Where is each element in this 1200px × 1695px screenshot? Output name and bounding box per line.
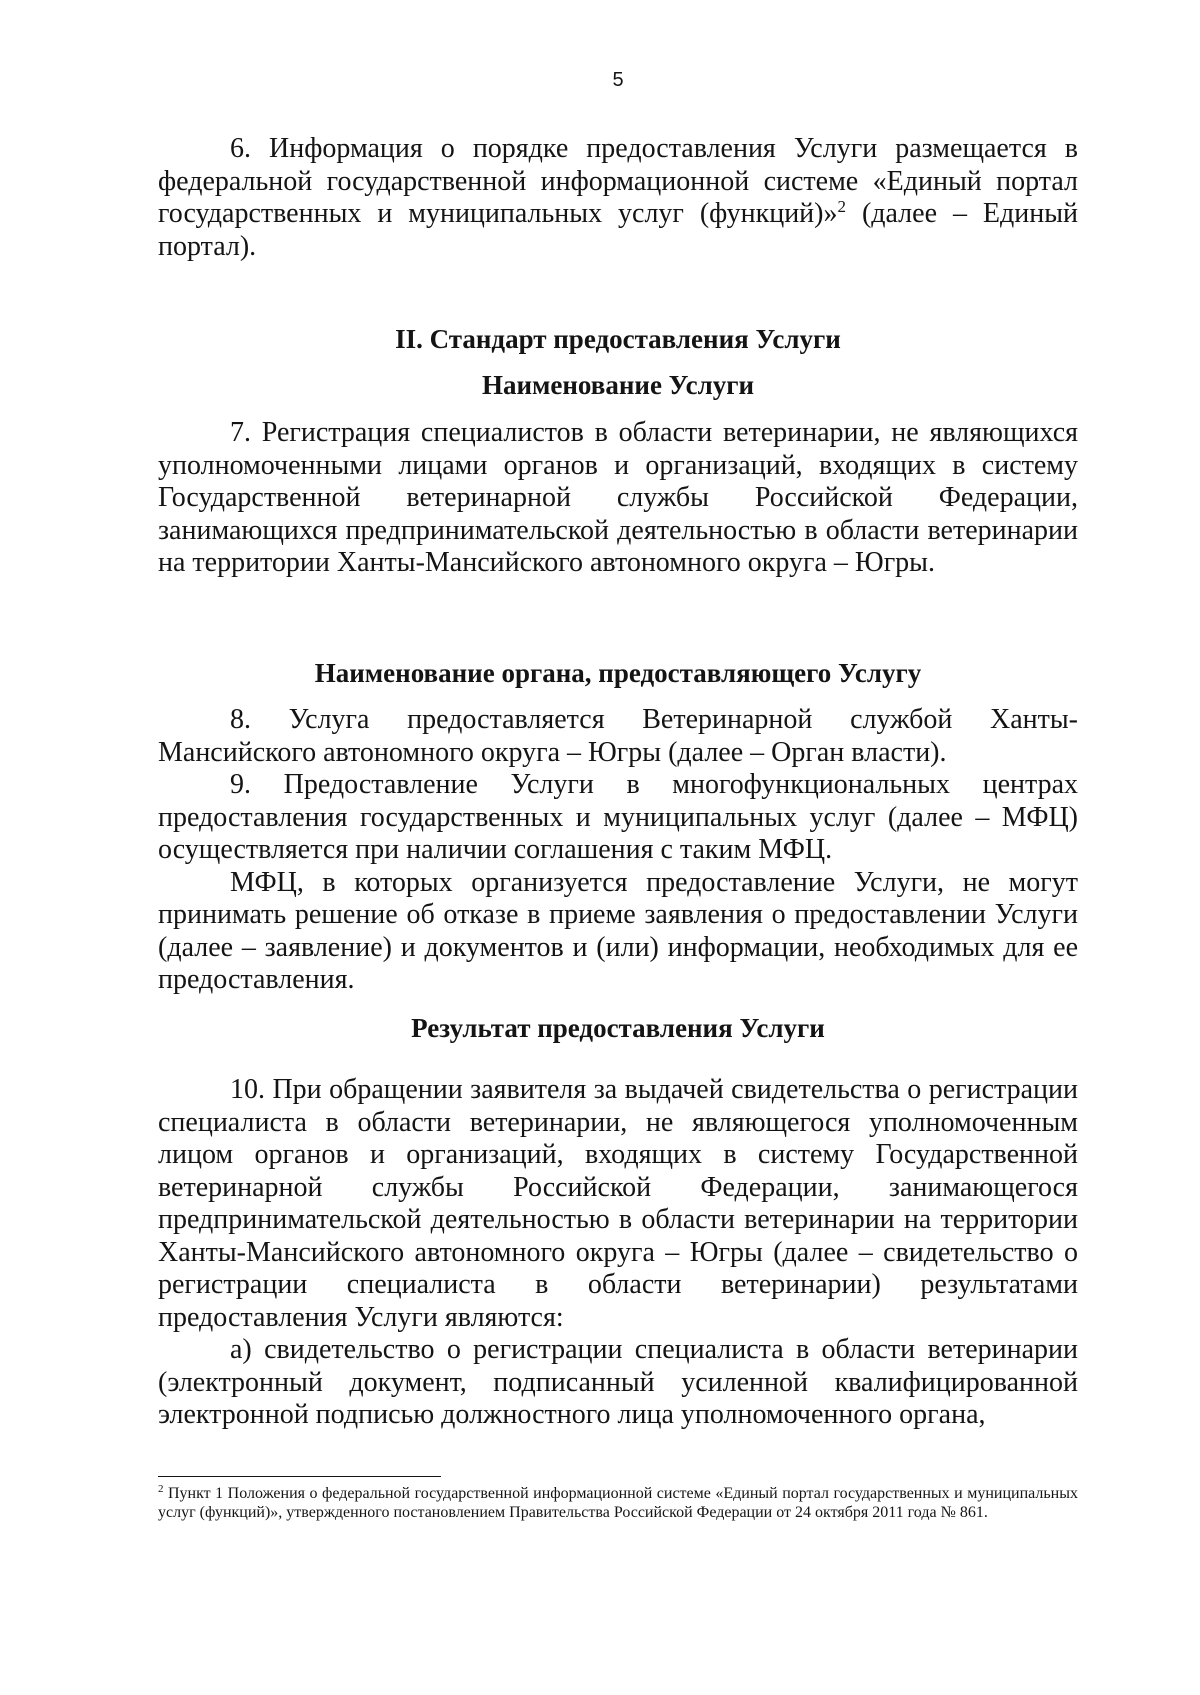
paragraph-10 xyxy=(158,1074,1078,1432)
paragraph-6 xyxy=(158,133,1078,263)
document-page xyxy=(158,0,1078,1695)
paragraph-10-text: 10. При обращении заявителя за выдачей свидетельства о регистрации специалиста в области ветеринарии, не являющегося уполномоченным лицом органов и организаций, входящих в систему Государственной ветеринарной службы Российской Федерации, занимающегося предпринимательской деятельностью в области ветеринарии на территории Ханты-Мансийского автономного округа – Югры (далее – свидетельство о регистрации специалиста в области ветеринарии) результатами предоставления Услуги являются: xyxy=(158,1074,1078,1333)
paragraph-8-text: 8. Услуга предоставляется Ветеринарной службой Ханты-Мансийского автономного округа – Югры (далее – Орган власти). xyxy=(158,704,1078,768)
paragraph-9-text: 9. Предоставление Услуги в многофункциональных центрах предоставления государственных и муниципальных услуг (далее – МФЦ) осуществляется при наличии соглашения с таким МФЦ. xyxy=(158,769,1078,865)
paragraphs-8-9 xyxy=(158,704,1078,997)
footnote-divider xyxy=(158,1476,441,1477)
paragraph-7 xyxy=(158,417,1078,580)
paragraph-6-text: 6. Информация о порядке предоставления Услуги размещается в федеральной государственной информационной системе «Единый портал государственных и муниципальных услуг (функций)» xyxy=(158,133,1078,229)
heading-result: Результат предоставления Услуги xyxy=(411,1013,825,1043)
footnote-marker: 2 xyxy=(158,1483,164,1495)
paragraph-7-text: 7. Регистрация специалистов в области ветеринарии, не являющихся уполномоченными лицами органов и организаций, входящих в систему Государственной ветеринарной службы Российской Федерации, занимающихся предпринимательской деятельностью в области ветеринарии на территории Ханты-Мансийского автономного округа – Югры. xyxy=(158,417,1078,578)
heading-authority: Наименование органа, предоставляющего Услугу xyxy=(314,658,922,688)
page-number: 5 xyxy=(612,69,624,91)
footnote xyxy=(158,1484,1078,1522)
footnote-text: Пункт 1 Положения о федеральной государственной информационной системе «Единый портал государственных и муниципальных услуг (функций)», утвержденного постановлением Правительства Российской Федерации от 24 октября 2011 года № 861. xyxy=(158,1485,1078,1521)
paragraph-6-text-end: (далее – Единый портал). xyxy=(158,198,1078,262)
heading-service-name: Наименование Услуги xyxy=(481,370,755,400)
section-2-title: II. Стандарт предоставления Услуги xyxy=(395,324,841,354)
paragraph-10a-text: а) свидетельство о регистрации специалиста в области ветеринарии (электронный документ, подписанный усиленной квалифицированной электронной подписью должностного лица уполномоченного органа, xyxy=(158,1334,1078,1430)
paragraph-9-mfc-text: МФЦ, в которых организуется предоставление Услуги, не могут принимать решение об отказе в приеме заявления о предоставлении Услуги (далее – заявление) и документов и (или) информации, необходимых для ее предоставления. xyxy=(158,866,1078,995)
footnote-reference: 2 xyxy=(837,197,846,216)
